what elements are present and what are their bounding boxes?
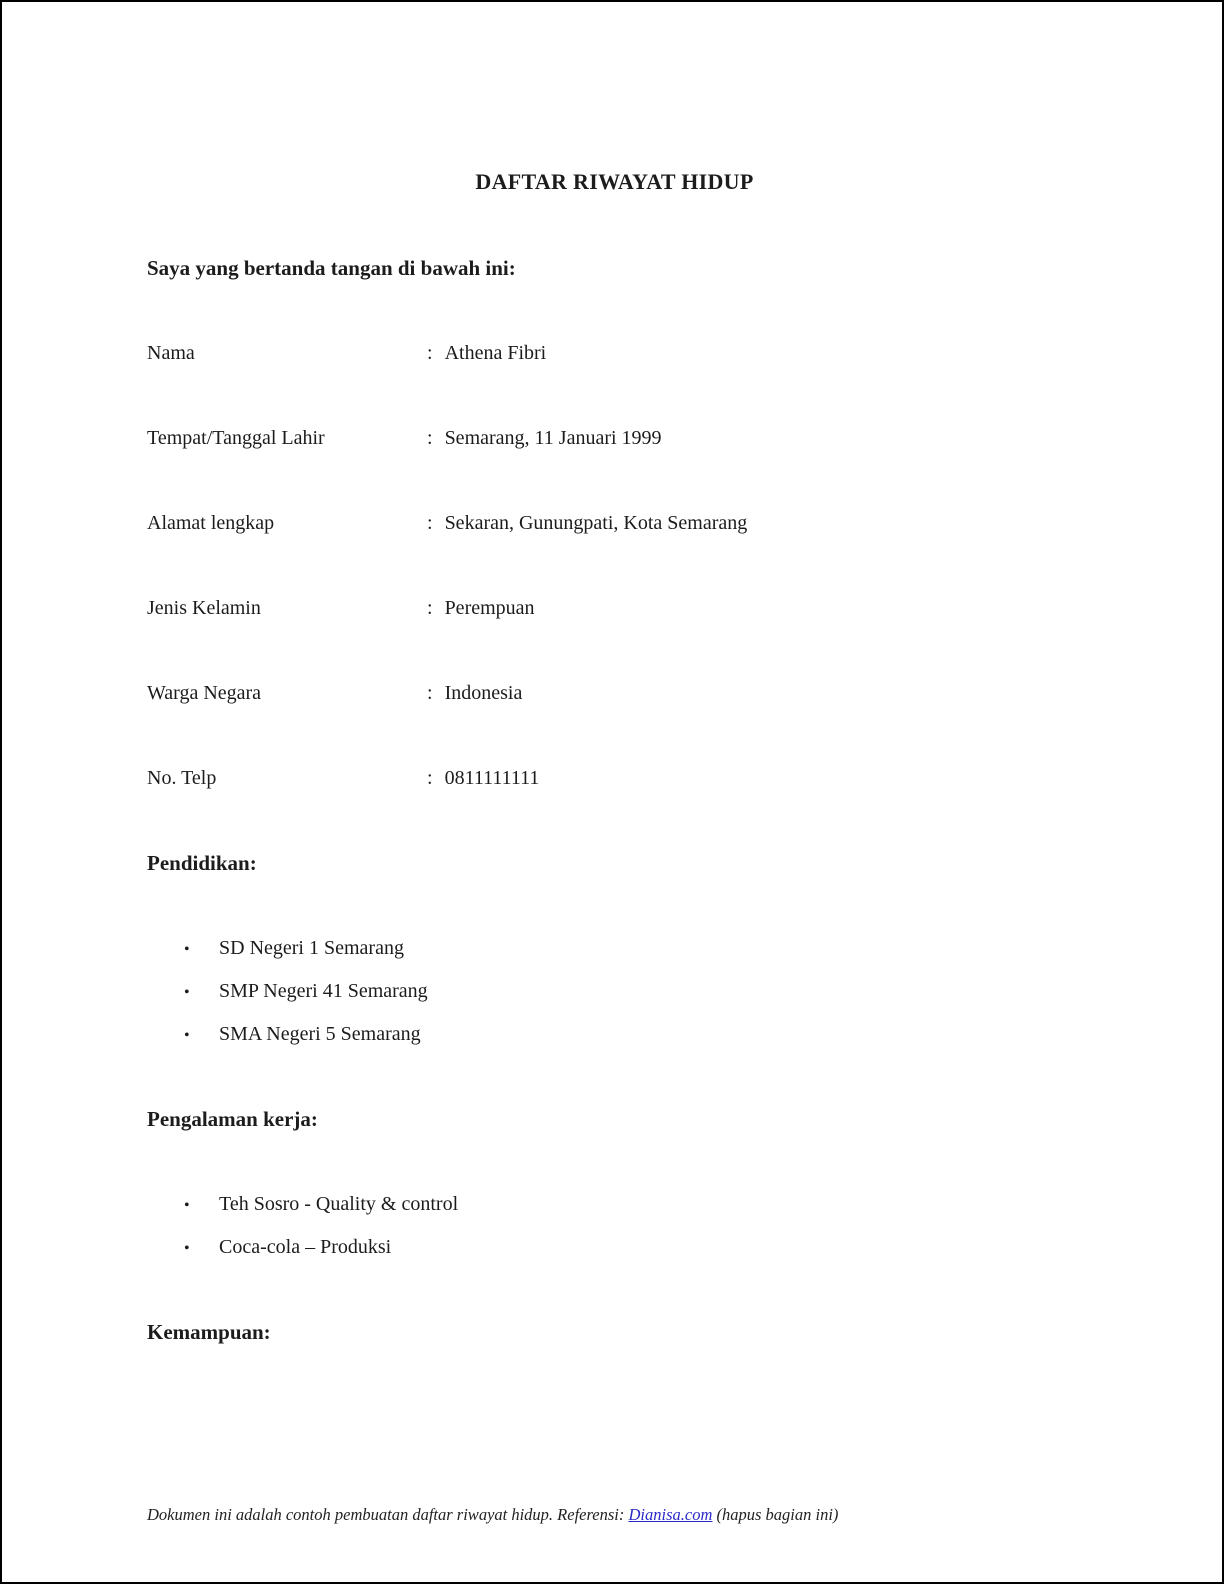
list-item: [147, 1234, 1082, 1277]
footer-note: [147, 1504, 1082, 1526]
field-label: Nama: [147, 342, 195, 364]
field-label: Jenis Kelamin: [147, 597, 261, 619]
bullet-icon: •: [184, 941, 190, 958]
field-value: Athena Fibri: [444, 342, 547, 364]
list-item: [147, 935, 1082, 978]
field-label: Warga Negara: [147, 682, 262, 704]
intro-heading: Saya yang bertanda tangan di bawah ini:: [147, 256, 516, 280]
field-separator: :: [427, 427, 433, 449]
list-item-text: Coca-cola – Produksi: [219, 1236, 392, 1258]
field-label: No. Telp: [147, 767, 217, 789]
field-separator: :: [427, 682, 433, 704]
field-row-jenis-kelamin: [147, 595, 1082, 622]
field-row-no-telp: [147, 765, 1082, 792]
list-item: [147, 1021, 1082, 1064]
section-heading-kemampuan: Kemampuan:: [147, 1320, 271, 1344]
section-heading-pendidikan: Pendidikan:: [147, 851, 257, 875]
field-value: Perempuan: [444, 597, 535, 619]
field-value: 0811111111: [444, 767, 540, 789]
footer-link[interactable]: Dianisa.com: [628, 1505, 713, 1524]
field-label: Tempat/Tanggal Lahir: [147, 427, 325, 449]
field-row-nama: [147, 340, 1082, 367]
bullet-icon: •: [184, 984, 190, 1001]
list-item: [147, 978, 1082, 1021]
field-value: Sekaran, Gunungpati, Kota Semarang: [444, 512, 748, 534]
list-item-text: Teh Sosro - Quality & control: [219, 1193, 459, 1215]
list-item-text: SMA Negeri 5 Semarang: [219, 1023, 421, 1045]
field-row-tempat-tanggal-lahir: [147, 425, 1082, 452]
field-value: Semarang, 11 Januari 1999: [444, 427, 662, 449]
document-content: [2, 2, 1222, 1346]
bullet-icon: •: [184, 1240, 190, 1257]
field-separator: :: [427, 512, 433, 534]
list-item-text: SD Negeri 1 Semarang: [219, 937, 404, 959]
pengalaman-list: [147, 1191, 1082, 1277]
field-separator: :: [427, 597, 433, 619]
footer-text-suffix: (hapus bagian ini): [712, 1505, 839, 1524]
field-row-warga-negara: [147, 680, 1082, 707]
list-item: [147, 1191, 1082, 1234]
bullet-icon: •: [184, 1027, 190, 1044]
list-item-text: SMP Negeri 41 Semarang: [219, 980, 428, 1002]
pendidikan-list: [147, 935, 1082, 1064]
document-title: DAFTAR RIWAYAT HIDUP: [475, 169, 754, 194]
footer-text-prefix: Dokumen ini adalah contoh pembuatan daftar riwayat hidup. Referensi:: [147, 1505, 629, 1524]
field-value: Indonesia: [444, 682, 523, 704]
field-separator: :: [427, 342, 433, 364]
field-row-alamat-lengkap: [147, 510, 1082, 537]
bullet-icon: •: [184, 1197, 190, 1214]
section-heading-pengalaman-kerja: Pengalaman kerja:: [147, 1107, 318, 1131]
field-separator: :: [427, 767, 433, 789]
field-label: Alamat lengkap: [147, 512, 275, 534]
